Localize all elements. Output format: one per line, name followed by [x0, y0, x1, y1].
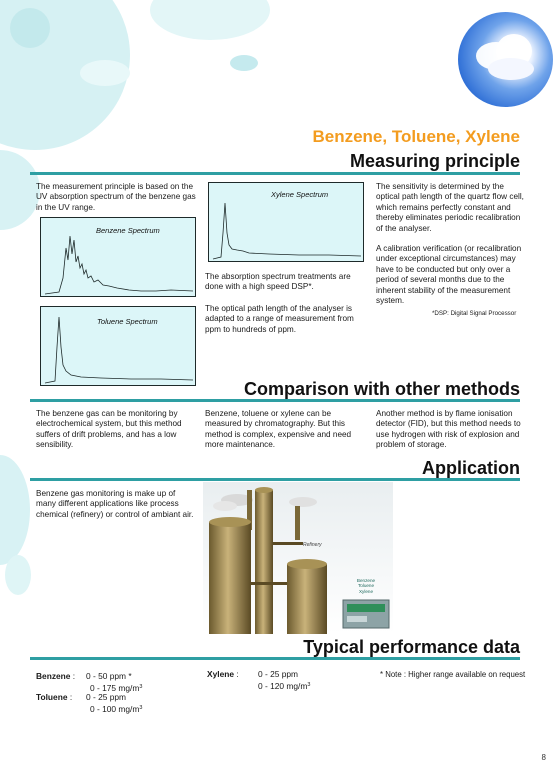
bubble-shape	[10, 8, 50, 48]
perf-toluene-row	[36, 692, 72, 702]
refinery-label: Refinery	[303, 542, 322, 548]
comparison-col2-text: Benzene, toluene or xylene can be measured by chromatography. But this method is complex, expensive and need more maintenance.	[205, 409, 352, 450]
benzene-spectrum-label: Benzene Spectrum	[96, 226, 160, 235]
section-divider	[30, 399, 520, 402]
xylene-spectrum-label: Xylene Spectrum	[271, 190, 329, 199]
comparison-col1-text: The benzene gas can be monitoring by electrochemical system, but this method suffers of drift problems, and has a low sensibility.	[36, 409, 182, 450]
section-divider	[30, 172, 520, 175]
refinery-drawing	[203, 482, 393, 634]
section-title-comparison: Comparison with other methods	[243, 379, 520, 399]
comparison-col3-text: Another method is by flame ionisation detector (FID), but this method needs to use hydrogen with risk of explosion and problem of storage.	[376, 409, 521, 450]
refinery-illustration	[203, 482, 393, 634]
section-title-measuring: Measuring principle	[349, 151, 520, 171]
page-number: 8	[541, 753, 546, 762]
perf-toluene-mg: 0 - 100 $mg/m^3$	[90, 704, 143, 714]
bubble-shape	[0, 150, 40, 230]
measuring-col3-text2: A calibration verification (or recalibration under exceptional circumstances) may have to be conducted but only over a period of several months due to the inherent stability of the measurement system.	[376, 244, 522, 306]
measuring-col2-text2: The optical path length of the analyser is adapted to a range of measurement from ppm to hundreds of ppm.	[205, 304, 354, 334]
perf-xylene-mg: 0 - 120 $mg/m^3$	[258, 681, 311, 691]
perf-benzene-mg: 0 - 175 $mg/m^3$	[90, 683, 143, 693]
product-subtitle: Benzene, Toluene, Xylene	[312, 127, 520, 146]
measuring-col1-text: The measurement principle is based on the UV absorption spectrum of the benzene gas in the UV range.	[36, 182, 196, 212]
section-divider	[30, 657, 520, 660]
perf-benzene-name: Benzene	[36, 671, 71, 681]
bubble-shape	[150, 0, 270, 40]
perf-xylene-row	[207, 669, 239, 679]
xylene-spectrum-chart	[208, 182, 364, 262]
analyser-label-xylene: Xylene	[358, 588, 374, 594]
section-title-performance: Typical performance data	[303, 637, 520, 657]
bubble-shape	[80, 60, 130, 86]
measuring-col3-text1: The sensitivity is determined by the optical path length of the quartz flow cell, which remains perfectly constant and thereby eliminates periodic recalibration of the analyser.	[376, 182, 524, 233]
dsp-footnote: *DSP: Digital Signal Processor	[432, 310, 517, 317]
application-text: Benzene gas monitoring is make up of many different applications like process chemical (refinery) or control of ambiant air.	[36, 489, 194, 519]
analyser-label-benzene: Benzene	[356, 578, 376, 583]
measuring-col2-text1: The absorption spectrum treatments are done with a high speed DSP*.	[205, 272, 351, 292]
perf-benzene-sep: :	[72, 671, 76, 681]
perf-note: * Note : Higher range available on request	[380, 670, 526, 679]
benzene-spectrum-chart	[40, 217, 196, 297]
bubble-shape	[5, 555, 31, 595]
perf-benzene-row	[36, 671, 75, 681]
perf-benzene-ppm: 0 - 50 ppm *	[86, 671, 132, 681]
perf-xylene-name: Xylene	[207, 669, 235, 679]
toluene-spectrum-chart	[40, 306, 196, 386]
analyser-label-toluene: Toluene	[357, 583, 375, 589]
sky-cloud-image	[458, 12, 553, 107]
bubble-shape	[230, 55, 258, 71]
perf-toluene-name: Toluene	[36, 692, 68, 702]
analyser-labels	[344, 578, 388, 594]
section-title-application: Application	[422, 458, 520, 478]
perf-xylene-ppm: 0 - 25 ppm	[258, 669, 299, 679]
section-divider	[30, 478, 520, 481]
bubble-shape	[0, 455, 30, 565]
perf-toluene-ppm: 0 - 25 ppm	[86, 692, 127, 702]
toluene-spectrum-label: Toluene Spectrum	[97, 317, 158, 326]
perf-toluene-sep: :	[69, 692, 73, 702]
perf-xylene-sep: :	[236, 669, 239, 679]
